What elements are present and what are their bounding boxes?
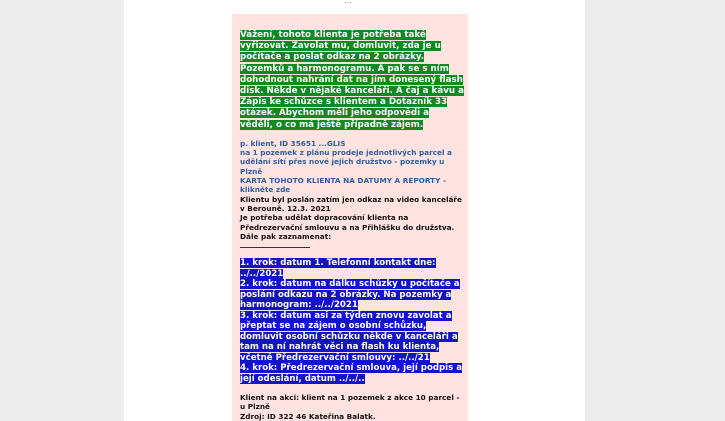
left-margin (0, 0, 124, 421)
client-card-link[interactable]: KARTA TOHOTO KLIENTA NA DATUMY A REPORTY - klikněte zde (240, 176, 446, 195)
steps-list (240, 258, 464, 384)
note-sent: Klientu byl poslán zatím jen odkaz na video kanceláře v Berouně. 12.3. 2021 (240, 194, 462, 213)
client-notes (240, 195, 464, 241)
note-record: Dále pak zaznamenat: (240, 231, 332, 241)
step-4 (240, 363, 464, 384)
client-source: Zdroj: ID 322 46 Kateřina Balatk. (240, 411, 376, 421)
client-id: p. klient, ID 35651 ...GLIS (240, 138, 346, 148)
step-2 (240, 279, 464, 311)
client-description: na 1 pozemek z plánu prodeje jednotlivých parcel a udělání sítí přes nové jejich družstvo - pozemky u Plzně (240, 148, 452, 176)
footer (240, 393, 464, 421)
right-margin (585, 0, 725, 421)
divider (240, 247, 310, 248)
step-1 (240, 258, 464, 279)
document-content (240, 30, 464, 421)
step-1-text: 1. krok: datum 1. Telefonní kontakt dne: ../../2021 (240, 258, 436, 279)
top-strip (232, 0, 468, 14)
intro-highlight: Vážení, tohoto klienta je potřeba také vyřizovat. Zavolat mu, domluvit, zda je u počítače a poslat odkaz na 2 obrázky. Pozemků a harmonogramu. A pak se s ním dohodnout nahrání dat na jím donesený flash disk. Někde v nějaké kanceláři. A čaj a kávu a Zápis ke schůzce s klientem a Dotazník 33 otázek. Abychom měli jeho odpovědi a věděli, o co má ještě případně zájem. (240, 30, 464, 130)
step-3-text: 3. krok: datum asi za týden znovu zavolat a přeptat se na zájem o osobní schůzku, domluvit osobní schůzku někde v kanceláři a tam na ní nahrát věci na flash ku klienta, včetně Předrezervační smlouvy: ../../21 (240, 310, 458, 363)
step-3 (240, 311, 464, 364)
note-todo: Je potřeba udělat dopracování klienta na Předrezervační smlouvu a na Přihlášku do družstva. (240, 213, 455, 232)
step-4-text: 4. krok: Předrezervační smlouva, její podpis a její odeslání, datum ../../.. (240, 363, 463, 384)
document-page (232, 0, 468, 421)
client-info (240, 139, 464, 195)
step-2-text: 2. krok: datum na dálku schůzky u počítače a poslání odkazu na 2 obrázky. Na pozemky a harmonogram: ../../2021 (240, 279, 460, 311)
client-action: Klient na akci: klient na 1 pozemek z akce 10 parcel - u Plzně (240, 393, 460, 412)
top-fragment: ... (344, 0, 352, 5)
intro-paragraph (240, 30, 464, 131)
